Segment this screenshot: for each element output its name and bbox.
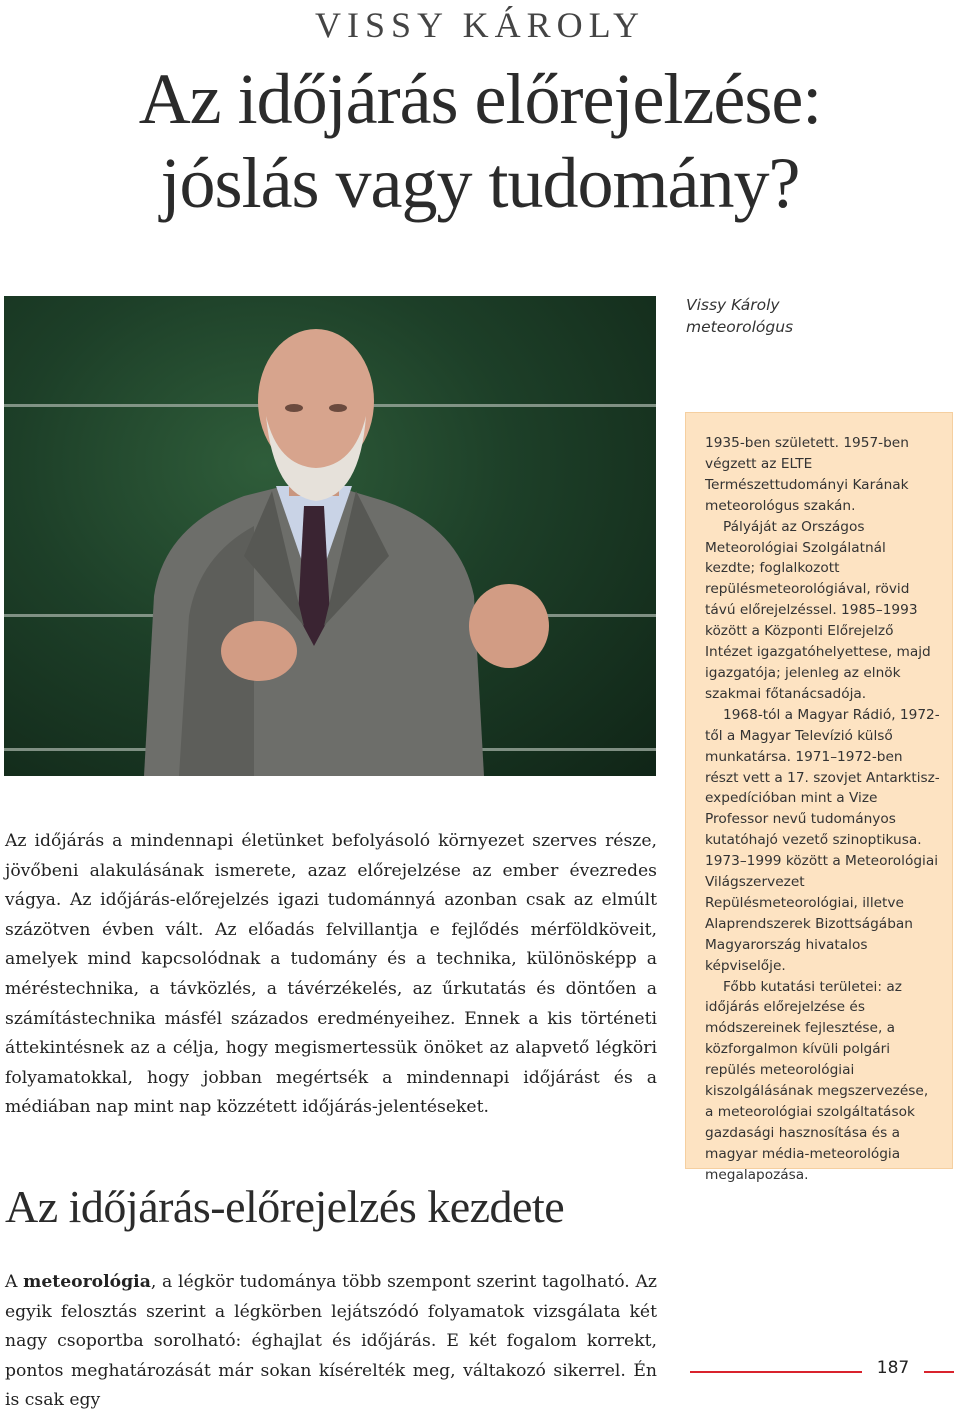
lecturer-figure xyxy=(4,296,656,776)
lecturer-photo xyxy=(4,296,656,776)
photo-caption xyxy=(686,294,793,338)
intro-paragraph: Az időjárás a mindennapi életünket befolyásoló környezet szerves része, jövőbeni alakulásának ismerete, azaz előrejelzése az ember évezredes vágya. Az időjárás-előrejelzés igazi tudománnyá azonban csak az elmúlt százötven évben vált. Az előadás felvillantja e fejlődés mérföldköveit, amelyek mind kapcsolódnak a tudomány és a technika, különösképp a méréstechnika, a távközlés, a távérzékelés, az űrkutatás és döntően a számítástechnika másfél százados eredményeihez. Ennek a kis történeti áttekintésnek az a célja, hogy megismertessük önöket az alapvető légköri folyamatokkal, hogy jobban megértsék a mindennapi időjárást és a médiában nap mint nap közzétett időjárás-jelentéseket. xyxy=(5,831,657,1118)
page-number-rule-right xyxy=(924,1371,954,1373)
caption-name: Vissy Károly xyxy=(686,296,780,314)
bio-paragraph: Pályáját az Országos Meteorológiai Szolgálatnál kezdte; foglalkozott repülésmeteorológiával, rövid távú előrejelzéssel. 1985–1993 között a Központi Előrejelző Intézet igazgatóhelyettese, majd igazgatója; jelenleg az elnök szakmai főtanácsadója. xyxy=(705,518,931,702)
section-text-start: A xyxy=(5,1272,24,1292)
author-name: VISSY KÁROLY xyxy=(314,5,646,45)
caption-role: meteorológus xyxy=(686,318,794,336)
page-number-rule-left xyxy=(690,1371,862,1373)
term-meteorologia: meteorológia xyxy=(23,1272,151,1292)
section-heading: Az időjárás-előrejelzés kezdete xyxy=(5,1181,565,1232)
bio-paragraph: 1968-tól a Magyar Rádió, 1972-től a Magyar Televízió külső munkatársa. 1971–1972-ben részt vett a 17. szovjet Antarktisz-expedícióban mint a Vize Professor nevű tudományos kutatóhajó vezető szinoptikusa. 1973–1999 között a Meteorológiai Világszervezet Repülésmeteorológiai, illetve Alaprendszerek Bizottságában Magyarország hivatalos képviselője. xyxy=(705,706,940,974)
page-title-line1: Az időjárás előrejelzése: xyxy=(138,59,822,139)
section-paragraph xyxy=(5,1268,657,1416)
page-number: 187 xyxy=(876,1358,910,1378)
author-bio-box xyxy=(685,412,953,1183)
section-text-rest: , a légkör tudománya több szempont szerint tagolható. Az egyik felosztás szerint a légkörben lejátszódó folyamatok vizsgálata két nagy csoportba sorolható: éghajlat és időjárás. E két fogalom korrekt, pontos meghatározását már sokan kísérelték meg, váltakozó sikerrel. Én is csak egy xyxy=(5,1272,657,1411)
bio-paragraph: 1935-ben született. 1957-ben végzett az ELTE Természettudományi Karának meteorológus szakán. xyxy=(705,435,909,514)
page-title-line2: jóslás vagy tudomány? xyxy=(160,143,800,223)
bio-paragraph: Főbb kutatási területei: az időjárás előrejelzése és módszereinek fejlesztése, a közforgalmon kívüli polgári repülés meteorológiai kiszolgálásának megszervezése, a meteorológiai szolgáltatások gazdasági hasznosítása és a magyar média-meteorológia megalapozása. xyxy=(705,978,929,1183)
